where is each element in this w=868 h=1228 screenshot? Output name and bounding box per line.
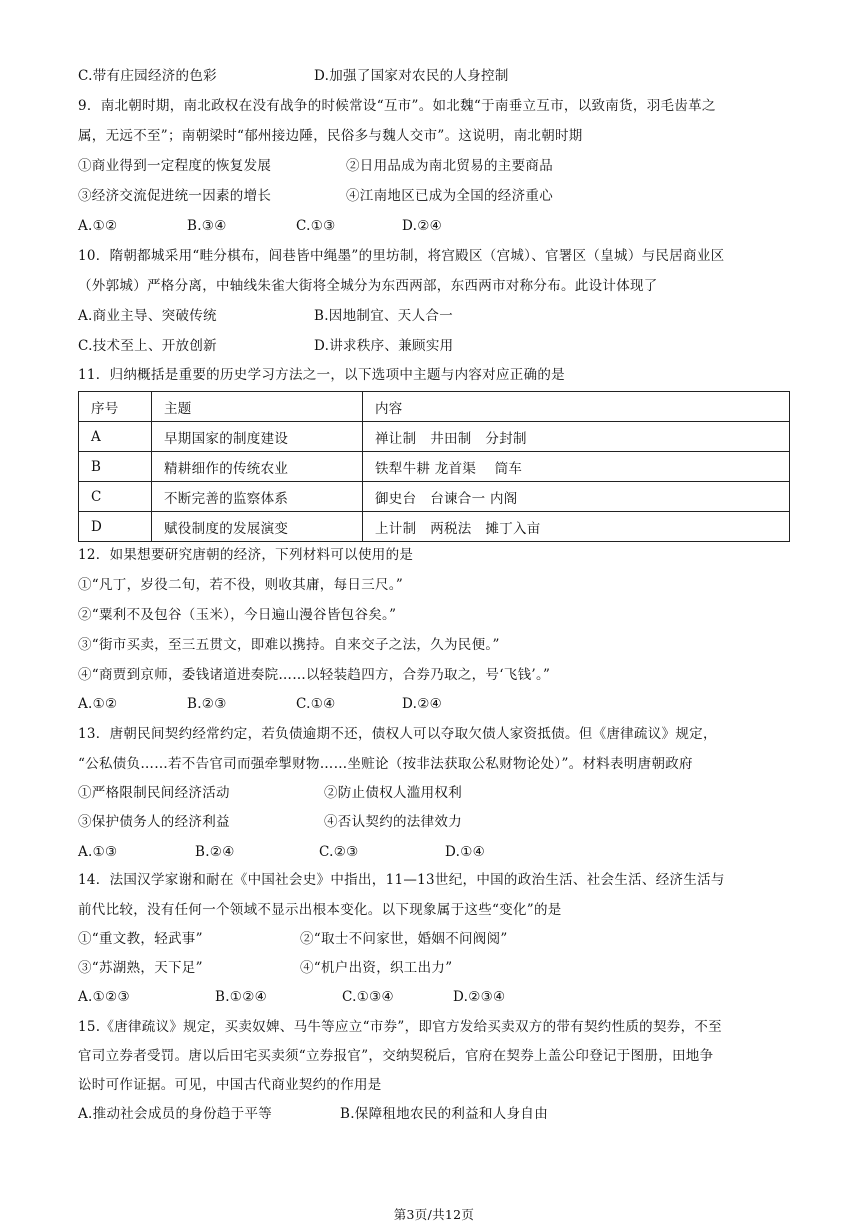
q12-option-d[interactable]: D.②④ — [402, 696, 443, 712]
q13-options — [78, 842, 485, 862]
table-cell: 精耕细作的传统农业 — [152, 452, 363, 482]
q13-option-b[interactable]: B.②④ — [195, 844, 235, 860]
q11-stem: 11．归纳概括是重要的历史学习方法之一，以下选项中主题与内容对应正确的是 — [78, 367, 565, 383]
q14-option-d[interactable]: D.②③④ — [453, 989, 506, 1005]
q15-stem-line3: 讼时可作证据。可见，中国古代商业契约的作用是 — [78, 1077, 382, 1093]
table-cell: 上计制 两税法 摊丁入亩 — [363, 512, 790, 542]
q14-options — [78, 987, 505, 1007]
q13-option-a[interactable]: A.①③ — [78, 844, 118, 860]
q13-statement-4: ④否认契约的法律效力 — [324, 814, 462, 830]
q14-statement-2: ②“取士不问家世，婚姻不问阀阅” — [300, 931, 508, 947]
table-cell: C — [79, 482, 152, 512]
q8-option-c: C.带有庄园经济的色彩 — [78, 68, 217, 84]
table-header-cell: 内容 — [363, 392, 790, 422]
q14-option-a[interactable]: A.①②③ — [78, 989, 130, 1005]
q13-stem-line2: “公私债负……若不告官司而强牵掣财物……坐赃论（按非法获取公私财物论处）”。材料表明唐朝政府 — [78, 756, 693, 772]
q13-statement-2: ②防止债权人滥用权利 — [324, 785, 462, 801]
q12-statement-4: ④“商贾到京师，委钱诸道进奏院……以轻装趋四方，合券乃取之，号‘飞钱’。” — [78, 667, 551, 683]
table-row — [79, 512, 790, 542]
q12-option-a[interactable]: A.①② — [78, 696, 118, 712]
q10-stem-line2: （外郭城）严格分离，中轴线朱雀大街将全城分为东西两部，东西两市对称分布。此设计体现了 — [78, 278, 658, 294]
q12-statement-3: ③“街市买卖，至三五贯文，即难以携持。自来交子之法，久为民便。” — [78, 637, 500, 653]
q9-statement-1: ①商业得到一定程度的恢复发展 — [78, 158, 272, 174]
table-cell: 不断完善的监察体系 — [152, 482, 363, 512]
q9-options — [78, 216, 442, 236]
q15-stem-line2: 官司立券者受罚。唐以后田宅买卖须“立券报官”，交纳契税后，官府在契券上盖公印登记于图册，田地争 — [78, 1048, 714, 1064]
table-cell: B — [79, 452, 152, 482]
q9-option-a[interactable]: A.①② — [78, 218, 118, 234]
table-row — [79, 422, 790, 452]
q10-option-d[interactable]: D.讲求秩序、兼顾实用 — [314, 338, 454, 354]
table-cell: D — [79, 512, 152, 542]
q13-stem-line1: 13．唐朝民间契约经常约定，若负债逾期不还，债权人可以夺取欠债人家资抵债。但《唐律疏议》规定， — [78, 726, 717, 742]
q14-stem-line1: 14．法国汉学家谢和耐在《中国社会史》中指出，11—13世纪，中国的政治生活、社会生活、经济生活与 — [78, 872, 725, 888]
q9-option-d[interactable]: D.②④ — [402, 218, 443, 234]
q15-option-b[interactable]: B.保障租地农民的利益和人身自由 — [340, 1106, 549, 1122]
q12-stem: 12．如果想要研究唐朝的经济，下列材料可以使用的是 — [78, 547, 414, 563]
q13-statement-1: ①严格限制民间经济活动 — [78, 785, 230, 801]
q12-options — [78, 694, 442, 714]
q13-statement-3: ③保护债务人的经济利益 — [78, 814, 230, 830]
page-number: 第3页/共12页 — [393, 1207, 475, 1222]
q9-statement-4: ④江南地区已成为全国的经济重心 — [346, 188, 553, 204]
q14-statement-1: ①“重文教，轻武事” — [78, 931, 203, 947]
q9-statement-2: ②日用品成为南北贸易的主要商品 — [346, 158, 553, 174]
q9-option-b[interactable]: B.③④ — [187, 218, 227, 234]
q12-statement-2: ②“粟利不及包谷（玉米），今日遍山漫谷皆包谷矣。” — [78, 607, 397, 623]
table-cell: 早期国家的制度建设 — [152, 422, 363, 452]
q12-option-b[interactable]: B.②③ — [187, 696, 227, 712]
table-cell: 赋役制度的发展演变 — [152, 512, 363, 542]
table-row — [79, 452, 790, 482]
table-header-cell: 主题 — [152, 392, 363, 422]
q14-stem-line2: 前代比较，没有任何一个领域不显示出根本变化。以下现象属于这些“变化”的是 — [78, 902, 562, 918]
q14-statement-3: ③“苏湖熟，天下足” — [78, 960, 203, 976]
table-cell: 铁犁牛耕 龙首渠 筒车 — [363, 452, 790, 482]
q9-statement-3: ③经济交流促进统一因素的增长 — [78, 188, 272, 204]
q14-option-c[interactable]: C.①③④ — [342, 989, 394, 1005]
q14-option-b[interactable]: B.①②④ — [215, 989, 268, 1005]
q14-statement-4: ④“机户出资，织工出力” — [300, 960, 453, 976]
table-row — [79, 482, 790, 512]
q15-option-a[interactable]: A.推动社会成员的身份趋于平等 — [78, 1106, 273, 1122]
q11-table — [78, 391, 790, 542]
q10-option-c[interactable]: C.技术至上、开放创新 — [78, 338, 217, 354]
q10-option-b[interactable]: B.因地制宜、天人合一 — [314, 308, 454, 324]
table-cell: 御史台 台谏合一 内阁 — [363, 482, 790, 512]
q12-option-c[interactable]: C.①④ — [296, 696, 336, 712]
q12-statement-1: ①“凡丁，岁役二旬，若不役，则收其庸，每日三尺。” — [78, 577, 404, 593]
table-header-cell: 序号 — [79, 392, 152, 422]
q10-stem-line1: 10．隋朝都城采用“畦分棋布，闾巷皆中绳墨”的里坊制，将宫殿区（宫城）、官署区（皇城）与民居商业区 — [78, 248, 725, 264]
q15-stem-line1: 15.《唐律疏议》规定，买卖奴婢、马牛等应立“市券”，即官方发给买卖双方的带有契约性质的契券，不至 — [78, 1019, 722, 1035]
table-cell: A — [79, 422, 152, 452]
q13-option-d[interactable]: D.①④ — [445, 844, 486, 860]
q13-option-c[interactable]: C.②③ — [319, 844, 359, 860]
q9-stem-line2: 属，无远不至”；南朝梁时“郁州接边陲，民俗多与魏人交市”。这说明，南北朝时期 — [78, 128, 583, 144]
table-cell: 禅让制 井田制 分封制 — [363, 422, 790, 452]
table-header-row — [79, 392, 790, 422]
q8-option-d: D.加强了国家对农民的人身控制 — [314, 68, 509, 84]
q9-stem-line1: 9．南北朝时期，南北政权在没有战争的时候常设“互市”。如北魏“于南垂立互市，以致南货，羽毛齿革之 — [78, 98, 716, 114]
q9-option-c[interactable]: C.①③ — [296, 218, 336, 234]
q10-option-a[interactable]: A.商业主导、突破传统 — [78, 308, 217, 324]
